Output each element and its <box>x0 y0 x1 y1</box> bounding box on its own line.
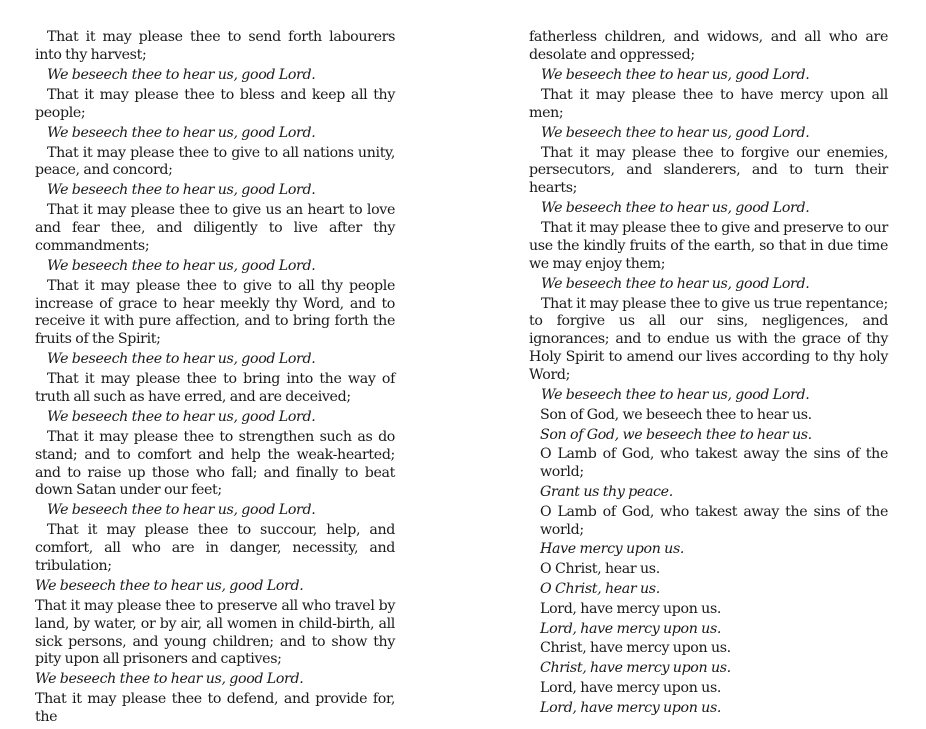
versicle: Lord, have mercy upon us. <box>540 679 722 696</box>
right-column <box>529 29 888 720</box>
left-column <box>35 29 395 729</box>
response: We beseech thee to hear us, good Lord. <box>35 577 304 594</box>
response: We beseech thee to hear us, good Lord. <box>541 124 810 141</box>
versicle-response: Christ, have mercy upon us. <box>540 660 731 677</box>
petition: That it may please thee to succour, help, and comfort, all who are in danger, necessity, and tribulation; <box>35 522 395 574</box>
response: We beseech thee to hear us, good Lord. <box>47 409 316 425</box>
petition: That it may please thee to have mercy upon all men; <box>529 86 888 121</box>
response: We beseech thee to hear us, good Lord. <box>35 671 304 688</box>
response: We beseech thee to hear us, good Lord. <box>541 275 810 292</box>
petition: That it may please thee to give to all thy people increase of grace to hear meekly thy Word, and to receive it with pure affection, and to bring forth the fruits of the Spirit; <box>35 277 395 348</box>
versicle-response: Grant us thy peace. <box>540 484 673 500</box>
response: We beseech thee to hear us, good Lord. <box>47 502 316 519</box>
response: We beseech thee to hear us, good Lord. <box>541 200 810 217</box>
response: We beseech thee to hear us, good Lord. <box>541 66 810 83</box>
versicle-response: O Christ, hear us. <box>540 580 660 597</box>
petition-continued: fatherless children, and widows, and all who are desolate and oppressed; <box>529 29 888 63</box>
response: We beseech thee to hear us, good Lord. <box>541 386 810 403</box>
petition: That it may please thee to defend, and provide for, the <box>35 691 395 726</box>
petition: That it may please thee to bring into the way of truth all such as have erred, and are deceived; <box>35 371 395 406</box>
versicle: Lord, have mercy upon us. <box>540 600 722 617</box>
versicle-response: Lord, have mercy upon us. <box>540 620 722 637</box>
petition: That it may please thee to give us true repentance; to forgive us all our sins, negligences, and ignorances; and to endue us with the grace of thy Holy Spirit to amend our lives according to thy holy Word; <box>529 295 888 383</box>
petition: That it may please thee to preserve all who travel by land, by water, or by air, all women in child-birth, all sick persons, and young children; and to show thy pity upon all prisoners and captives; <box>35 597 395 668</box>
response: We beseech thee to hear us, good Lord. <box>47 124 316 141</box>
versicle: O Christ, hear us. <box>540 561 660 578</box>
response: We beseech thee to hear us, good Lord. <box>47 66 316 83</box>
versicle-response: Lord, have mercy upon us. <box>540 699 722 716</box>
versicle: Christ, have mercy upon us. <box>540 640 731 657</box>
versicle-response: Have mercy upon us. <box>540 541 685 558</box>
versicle: O Lamb of God, who takest away the sins of the world; <box>540 503 888 538</box>
petition: That it may please thee to give to all nations unity, peace, and concord; <box>35 144 395 179</box>
petition: That it may please thee to give us an heart to love and fear thee, and diligently to live after thy commandments; <box>35 202 395 254</box>
petition: That it may please thee to forgive our enemies, persecutors, and slanderers, and to turn their hearts; <box>529 144 888 197</box>
response: We beseech thee to hear us, good Lord. <box>47 182 316 199</box>
response: We beseech thee to hear us, good Lord. <box>47 257 316 274</box>
versicle: Son of God, we beseech thee to hear us. <box>540 406 812 423</box>
response: We beseech thee to hear us, good Lord. <box>47 351 316 368</box>
versicle-response: Son of God, we beseech thee to hear us. <box>540 426 812 443</box>
petition: That it may please thee to bless and keep all thy people; <box>35 86 395 121</box>
versicle: O Lamb of God, who takest away the sins of the world; <box>540 446 888 481</box>
petition: That it may please thee to give and preserve to our use the kindly fruits of the earth, so that in due time we may enjoy them; <box>529 220 888 272</box>
petition: That it may please thee to send forth labourers into thy harvest; <box>35 29 395 63</box>
petition: That it may please thee to strengthen such as do stand; and to comfort and help the weak-hearted; and to raise up those who fall; and finally to beat down Satan under our feet; <box>35 428 395 499</box>
